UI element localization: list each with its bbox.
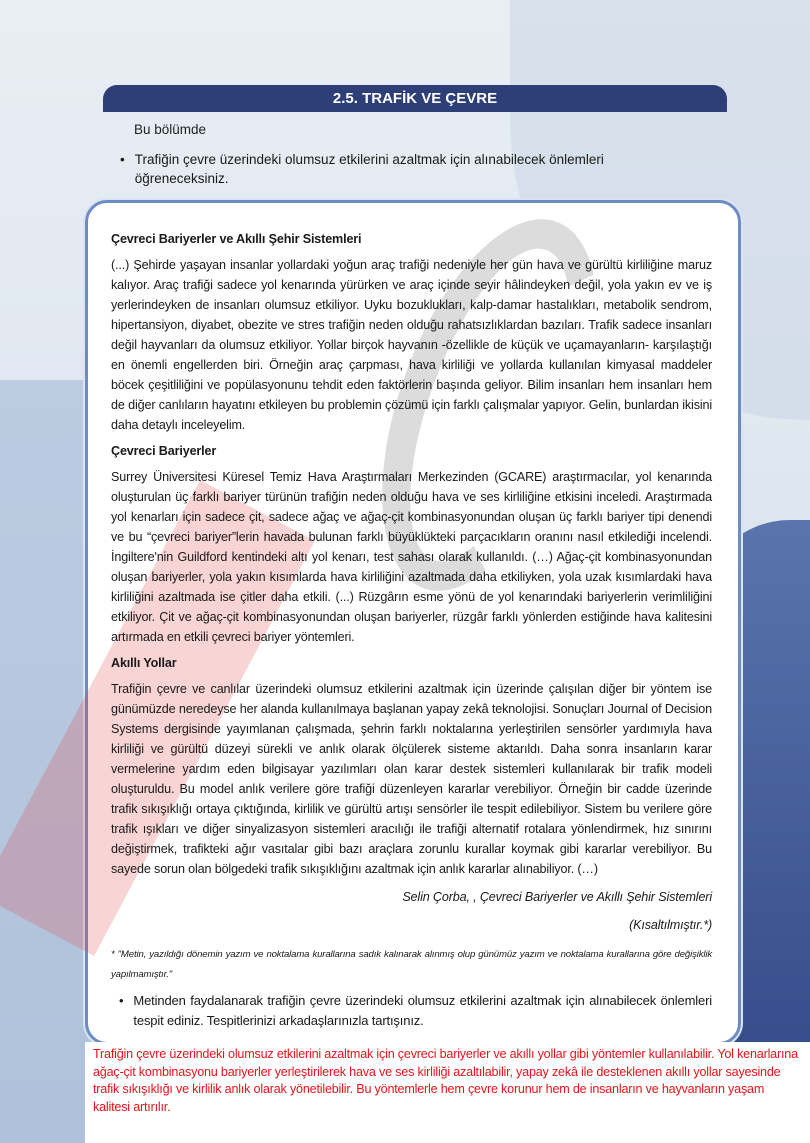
abridged-note: (Kısaltılmıştır.*)	[629, 918, 712, 932]
objective-item	[120, 150, 680, 188]
source-citation: Selin Çorba, , Çevreci Bariyerler ve Akıllı Şehir Sistemleri	[402, 890, 712, 904]
section-title: 2.5. TRAFİK VE ÇEVRE	[103, 85, 727, 112]
bullet-icon: •	[119, 993, 124, 1008]
objective-text: Trafiğin çevre üzerindeki olumsuz etkilerini azaltmak için alınabilecek önlemleri öğreneceksiniz.	[134, 152, 604, 186]
bullet-icon: •	[120, 152, 125, 167]
task-text: Metinden faydalanarak trafiğin çevre üzerindeki olumsuz etkilerini azaltmak için alınabilecek önlemleri tespit ediniz. Tespitlerinizi arkadaşlarınızla tartışınız.	[133, 993, 712, 1028]
paragraph: (...) Şehirde yaşayan insanlar yollardaki yoğun araç trafiği nedeniyle her gün hava ve gürültü kirliliğine maruz kalıyor. Araç trafiği sadece yol kenarında yürürken ve araç içinde seyir hâlindeyken değil, yola yakın ev ve iş yerlerindeyken de insanları olumsuz etkiliyor. Uyku bozuklukları, kalp-damar hastalıkları, metabolik sendrom, hipertansiyon, diyabet, obezite ve stres trafiğin neden olduğu rahatsızlıklardan bazıları. Trafik sadece insanları değil hayvanları da olumsuz etkiliyor. Yollar birçok hayvanın -özellikle de küçük ve uçamayanların- karşılaştığı en önemli engellerden biri. Örneğin araç çarpması, hava kirliliği ve yollarda kullanılan kimyasal maddeler böcek çeşitliliğini ve popülasyonunu tehdit eden faktörlerin başında geliyor. Bilim insanları hem insanları hem de diğer canlıların hayatını etkileyen bu problemin çözümü için farklı çalışmalar yapıyor. Gelin, bunlardan ikisini daha detaylı inceleyelim.	[111, 258, 712, 432]
subheading: Akıllı Yollar	[111, 656, 177, 670]
paragraph: Trafiğin çevre ve canlılar üzerindeki olumsuz etkilerini azaltmak için üzerinde çalışılan diğer bir yöntem ise günümüzde neredeyse her alanda kullanılmaya başlanan yapay zekâ teknolojisi. Sonuçları Journal of Decision Systems dergisinde yayımlanan çalışmada, şehrin farklı noktalarına yerleştirilen sensörler yardımıyla hava kirliliği ve gürültü düzeyi sürekli ve anlık olarak ölçülerek sisteme aktarıldı. Daha sonra insanların karar vermelerine yardım eden bilgisayar yazılımları olan karar destek sistemleri kullanılarak bir trafik modeli oluşturuldu. Bu model anlık verilere göre trafiği düzenleyen kararlar verebiliyor. Örneğin bir cadde üzerinde trafik sıkışıklığı ortaya çıktığında, kirlilik ve gürültü artışı sensörler ile tespit edilebiliyor. Sistem bu verilere göre trafik ışıkları ve diğer sinyalizasyon sistemleri aracılığı ile trafiği alternatif rotalara yönlendirmek, hız sınırını değiştirmek, trafikteki ağır vasıtalar gibi bazı araçlara zorunlu kurallar koymak gibi kararlar verebiliyor. Bu sayede sorun olan bölgedeki trafik sıkışıklığını azaltmak için anlık kararlar alınabiliyor. (…)	[111, 682, 712, 876]
subheading: Çevreci Bariyerler	[111, 444, 217, 458]
task-item	[111, 991, 712, 1031]
paragraph: Surrey Üniversitesi Küresel Temiz Hava Araştırmaları Merkezinden (GCARE) araştırmacılar, yol kenarında oluşturulan üç farklı bariyer türünün trafiğin neden olduğu hava ve ses kirliliğine etkisini inceledi. Araştırmada yol kenarları için sadece çit, sadece ağaç ve ağaç-çit kombinasyonundan oluşan üç farklı bariyer tipi denendi ve bu “çevreci bariyer”lerin havada bulunan farklı büyüklükteki parçacıkların oranını nasıl etkilediği incelendi. İngiltere'nin Guildford kentindeki altı yol kenarı, test sahası olarak kullanıldı. (…) Ağaç-çit kombinasyonundan oluşan bariyerler, yola yakın kısımlarda hava kirliliğini azaltmada daha etkiliyken, yola uzak kısımlardaki hava kirliliğini azaltmada ise çitler daha etkili. (...) Rüzgârın esme yönü de yol kenarındaki bariyerlerin verimliliğini etkiliyor. Çit ve ağaç-çit kombinasyonundan oluşan bariyerler, rüzgâr farklı yönlerden estiğinde hava kalitesini artırmada en etkili çevreci bariyer yöntemleri.	[111, 470, 712, 644]
footnote: * "Metin, yazıldığı dönemin yazım ve noktalama kurallarına sadık kalınarak alınmış olup günümüz yazım ve noktalama kurallarına göre değişiklik yapılmamıştır."	[111, 949, 712, 980]
reading-text	[111, 229, 712, 1031]
text-title: Çevreci Bariyerler ve Akıllı Şehir Sistemleri	[111, 232, 362, 246]
objectives-list	[120, 150, 680, 188]
answer-text: Trafiğin çevre üzerindeki olumsuz etkilerini azaltmak için çevreci bariyerler ve akıllı yollar gibi yöntemler kullanılabilir. Yol kenarlarına ağaç-çit kombinasyonu bariyerler yerleştirilerek hava ve ses kirliliği azaltılabilir, yapay zekâ ile desteklenen akıllı yollar sayesinde trafik sıkışıklığı ve kirlilik anlık olarak yönetilebilir. Bu yöntemlerle hem çevre korunur hem de insanların ve hayvanların yaşam kalitesi artırılır.	[85, 1042, 810, 1143]
intro-lead: Bu bölümde	[134, 122, 207, 137]
